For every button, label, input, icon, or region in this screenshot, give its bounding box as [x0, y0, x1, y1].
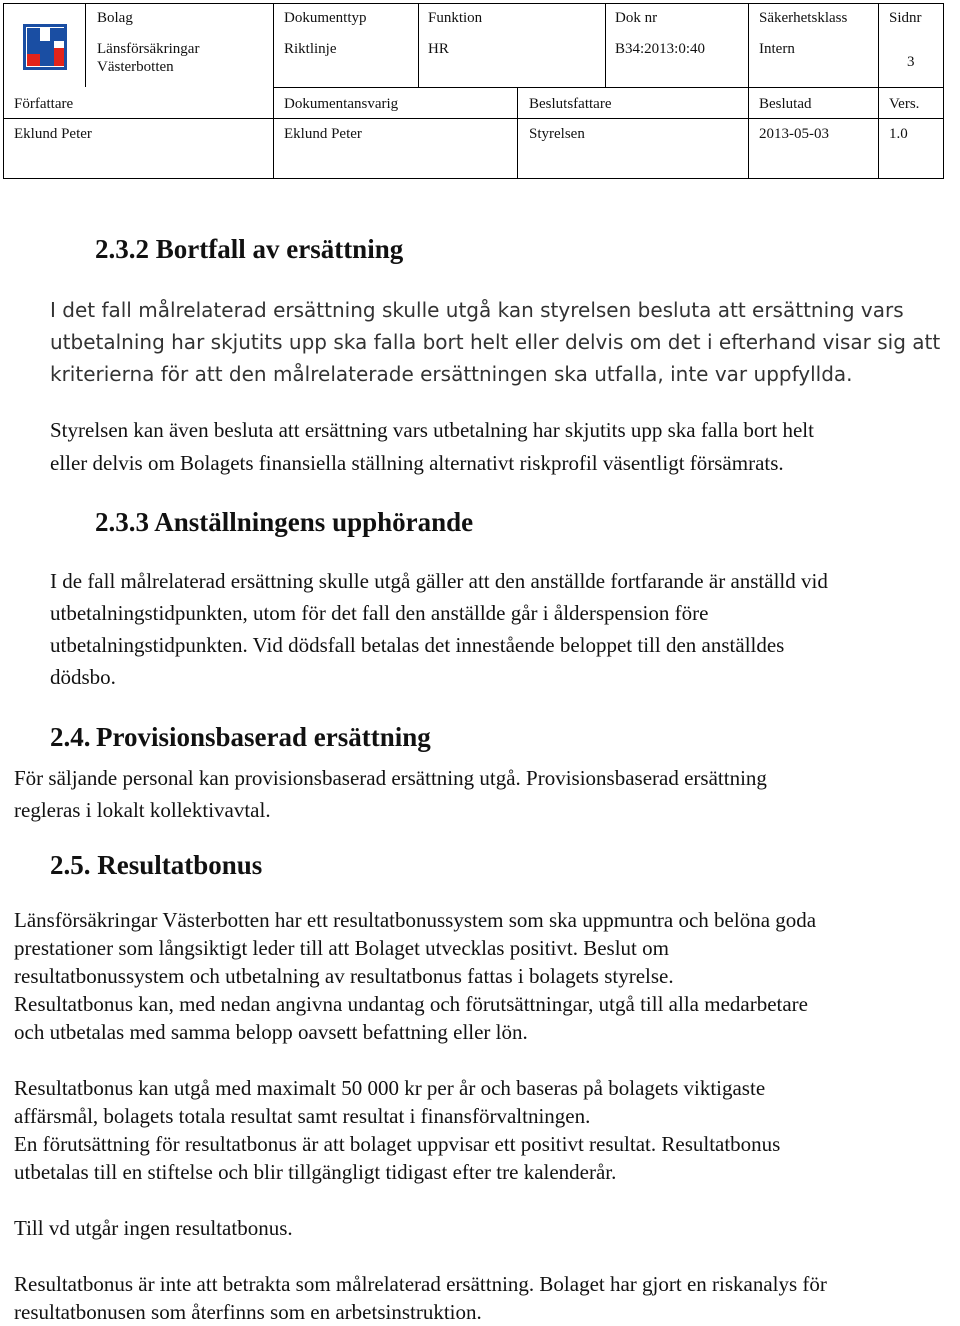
text-line: I de fall målrelaterad ersättning skulle utgå gäller att den anställde fortfarande är anställd vid	[50, 569, 828, 593]
header-label-page: Sidnr	[889, 10, 922, 26]
text-line: Till vd utgår ingen resultatbonus.	[14, 1216, 293, 1240]
text-line: Resultatbonus är inte att betrakta som målrelaterad ersättning. Bolaget har gjort en riskanalys för	[14, 1272, 827, 1296]
text-line: Länsförsäkringar Västerbotten har ett resultatbonussystem som ska uppmuntra och belöna goda	[14, 908, 817, 932]
text-line: kriterierna för att den målrelaterade ersättningen ska utfalla, inte var uppfyllda.	[50, 362, 853, 386]
paragraph-2-3-2-b	[50, 414, 814, 480]
text-line: regleras i lokalt kollektivavtal.	[14, 798, 271, 822]
section-heading-2-5: 2.5. Resultatbonus	[50, 850, 263, 880]
header-label-doctype: Dokumenttyp	[284, 10, 367, 26]
header-value-docnr: B34:2013:0:40	[615, 41, 706, 57]
paragraph-2-5-a	[14, 906, 816, 1046]
header-label-author: Författare	[14, 96, 74, 112]
header-divider	[273, 87, 944, 88]
paragraph-2-5-b	[14, 1074, 780, 1186]
text-line: prestationer som långsiktigt leder till att Bolaget utvecklas positivt. Beslut om	[14, 936, 669, 960]
paragraph-2-4	[14, 762, 767, 826]
header-label-decided: Beslutad	[759, 96, 812, 112]
header-label-version: Vers.	[889, 96, 920, 112]
paragraph-2-3-2-a	[50, 294, 940, 390]
text-line: utbetalningstidpunkten. Vid dödsfall betalas det innestående beloppet till den anställdes	[50, 633, 785, 657]
text-line: Styrelsen kan även besluta att ersättning vars utbetalning har skjutits upp ska falla bort helt	[50, 418, 814, 442]
text-line: resultatbonussystem och utbetalning av resultatbonus fattas i bolagets styrelse.	[14, 964, 674, 988]
text-line: utbetalning har skjutits upp ska falla bort helt eller delvis om det i efterhand visar sig att	[50, 330, 941, 354]
header-value-company-line1: Länsförsäkringar	[97, 41, 200, 57]
header-label-function: Funktion	[428, 10, 483, 26]
section-heading-2-3-3: 2.3.3 Anställningens upphörande	[95, 507, 474, 537]
section-heading-2-3-2: 2.3.2 Bortfall av ersättning	[95, 234, 404, 264]
text-line: utbetalas till en stiftelse och blir tillgängligt tidigast efter tre kalenderår.	[14, 1160, 617, 1184]
header-value-decided: 2013-05-03	[759, 126, 829, 142]
header-value-decider: Styrelsen	[529, 126, 585, 142]
paragraph-2-5-d	[14, 1270, 827, 1326]
document-header-table	[3, 3, 944, 179]
header-value-company-line2: Västerbotten	[97, 59, 174, 75]
header-divider	[605, 3, 606, 87]
header-divider	[273, 3, 274, 179]
text-line: resultatbonusen som återfinns som en arbetsinstruktion.	[14, 1300, 482, 1324]
header-value-owner: Eklund Peter	[284, 126, 362, 142]
section-heading-2-4: Provisionsbaserad ersättning	[96, 722, 431, 752]
text-line: affärsmål, bolagets totala resultat samt resultat i finansförvaltningen.	[14, 1104, 591, 1128]
text-line: och utbetalas med samma belopp oavsett befattning eller lön.	[14, 1020, 528, 1044]
header-value-version: 1.0	[889, 126, 908, 142]
header-divider	[418, 3, 419, 87]
section-number-2-4: 2.4.	[50, 722, 91, 752]
header-value-function: HR	[428, 41, 449, 57]
header-value-page: 3	[907, 54, 915, 70]
header-divider	[517, 87, 518, 179]
header-divider	[748, 3, 749, 179]
text-line: En förutsättning för resultatbonus är att bolaget uppvisar ett positivt resultat. Resultatbonus	[14, 1132, 781, 1156]
paragraph-2-5-c	[14, 1214, 293, 1242]
header-label-security: Säkerhetsklass	[759, 10, 848, 26]
header-label-company: Bolag	[97, 10, 133, 26]
text-line: Resultatbonus kan utgå med maximalt 50 000 kr per år och baseras på bolagets viktigaste	[14, 1076, 766, 1100]
header-value-security: Intern	[759, 41, 795, 57]
header-label-docnr: Dok nr	[615, 10, 658, 26]
header-divider	[3, 118, 944, 119]
header-value-doctype: Riktlinje	[284, 41, 337, 57]
text-line: dödsbo.	[50, 665, 116, 689]
header-label-owner: Dokumentansvarig	[284, 96, 399, 112]
paragraph-2-3-3	[50, 565, 828, 693]
header-divider	[878, 3, 879, 179]
header-divider	[85, 3, 86, 87]
header-label-decider: Beslutsfattare	[529, 96, 612, 112]
lansforsakringar-logo-icon	[23, 24, 67, 70]
text-line: eller delvis om Bolagets finansiella ställning alternativt riskprofil väsentligt försämrats.	[50, 451, 784, 475]
text-line: För säljande personal kan provisionsbaserad ersättning utgå. Provisionsbaserad ersättning	[14, 766, 767, 790]
header-value-author: Eklund Peter	[14, 126, 92, 142]
text-line: utbetalningstidpunkten, utom för det fall den anställde går i ålderspension före	[50, 601, 709, 625]
text-line: I det fall målrelaterad ersättning skulle utgå kan styrelsen besluta att ersättning vars	[50, 298, 904, 322]
text-line: Resultatbonus kan, med nedan angivna undantag och förutsättningar, utgå till alla medarbetare	[14, 992, 808, 1016]
